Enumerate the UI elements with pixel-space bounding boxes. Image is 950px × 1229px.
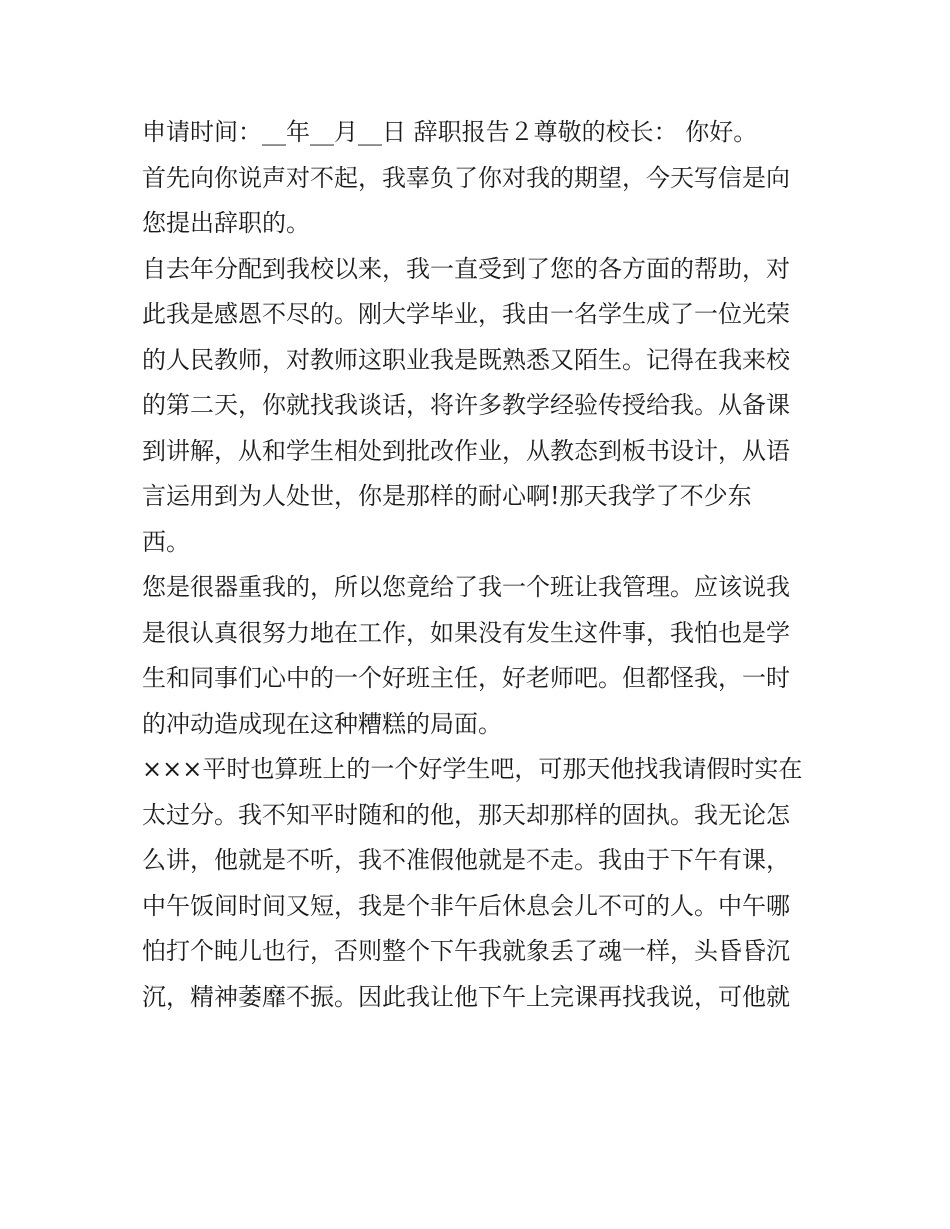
text-line: 言运用到为人处世，你是那样的耐心啊!那天我学了不少东 xyxy=(142,482,752,510)
text-line: 沉，精神萎靡不振。因此我让他下午上完课再找我说，可他就 xyxy=(142,982,790,1011)
text-line: 您提出辞职的。 xyxy=(142,209,310,237)
text-line: 的冲动造成现在这种糟糕的局面。 xyxy=(142,709,502,738)
text-line: 的第二天，你就找我谈话，将许多教学经验传授给我。从备课 xyxy=(142,391,790,419)
text-line: 首先向你说声对不起，我辜负了你对我的期望，今天写信是向 xyxy=(142,163,790,192)
text-line: 您是很器重我的，所以您竟给了我一个班让我管理。应该说我 xyxy=(142,573,790,601)
text-line: 的人民教师，对教师这职业我是既熟悉又陌生。记得在我来校 xyxy=(142,345,790,374)
text-line: 怕打个盹儿也行，否则整个下午我就象丢了魂一样，头昏昏沉 xyxy=(142,937,790,965)
text-line: 生和同事们心中的一个好班主任，好老师吧。但都怪我，一时 xyxy=(142,664,790,692)
text-line: 么讲，他就是不听，我不准假他就是不走。我由于下午有课， xyxy=(142,846,790,874)
text-line: ×××平时也算班上的一个好学生吧，可那天他找我请假时实在 xyxy=(142,755,803,783)
text-line: 此我是感恩不尽的。刚大学毕业，我由一名学生成了一位光荣 xyxy=(142,300,790,328)
document-body xyxy=(142,110,822,1020)
text-line: 是很认真很努力地在工作，如果没有发生这件事，我怕也是学 xyxy=(142,618,790,647)
text-line: 太过分。我不知平时随和的他，那天却那样的固执。我无论怎 xyxy=(142,800,790,829)
text-line: 自去年分配到我校以来，我一直受到了您的各方面的帮助，对 xyxy=(142,254,790,283)
text-line: 中午饭间时间又短，我是个非午后休息会儿不可的人。中午哪 xyxy=(142,891,790,920)
text-line: 西。 xyxy=(142,527,190,556)
text-line: 申请时间：__年__月__日 辞职报告２尊敬的校长： 你好。 xyxy=(142,118,758,146)
text-line: 到讲解，从和学生相处到批改作业，从教态到板书设计，从语 xyxy=(142,436,790,465)
